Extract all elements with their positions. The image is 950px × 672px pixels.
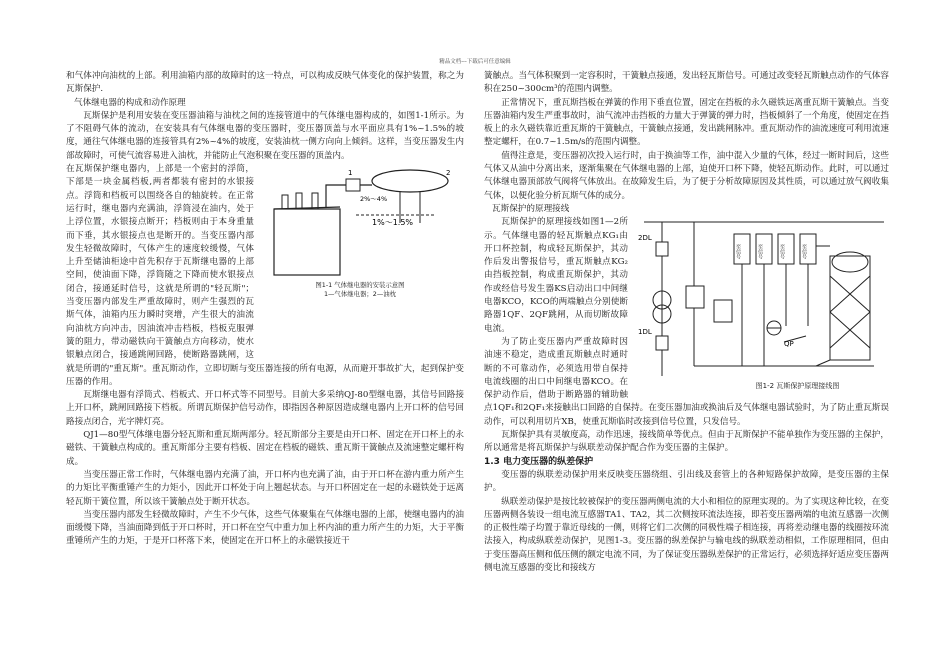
signal-box-label: 至信号 (779, 244, 785, 260)
paragraph: 当变压器正常工作时，气体继电器内充满了油，开口杯内也充满了油，由于开口杯在游内重力所产生的力矩比平衡重锤产生的力矩小，因此开口杯处于向上翘起状态。与开口杯固定在一起的永磁铁处于远离轻瓦斯干簧位置，所以该干簧触点处于断开状态。 (66, 469, 464, 507)
paragraph: 正常情况下，重瓦斯挡板在弹簧的作用下垂直位置，固定在挡板的永久磁铁远离重瓦斯干簧触点。当变压器油箱内发生严重事故时，油气流冲击挡板的力量大于弹簧的弹力时，挡板倾斜了一个角度，使固定在挡板上的永久磁铁靠近重瓦斯的干簧触点，干簧触点接通，发出跳闸脉冲。重瓦斯动作的油流速度可利用流速整定螺杆，在0.7~1.5m/s的范围内调整。 (484, 97, 889, 148)
paragraph: 为了防止变压器内严重故障时因油速不稳定，造成重瓦斯触点时通时断的不可靠动作，必须选用带自保持电流线圈的出口中间继电器KCO。在保护动作后，借助于断路器的辅助触点1QF₁和2QF₁来接触出口回路的自保持。在变压器加油或换油后及气体继电器试验时，为了防止重瓦斯误动作，可以利用切片XB，使重瓦斯临时改接到信号位置，只发信号。 (484, 336, 889, 427)
right-column (484, 70, 889, 575)
paragraph: 簧触点。当气体积聚到一定容积时，干簧触点接通，发出轻瓦斯信号。可通过改变轻瓦斯触点动作的气体容积在250~300cm³的范围内调整。 (484, 71, 889, 95)
paragraph: QJ1—80型气体继电器分轻瓦斯和重瓦斯两部分。轻瓦斯部分主要是由开口杯、固定在开口杯上的永磁铁、干簧触点构成的。重瓦斯部分主要有档板、固定在档板的磁铁、重瓦斯干簧触点及流速整定螺杆构成。 (66, 430, 464, 467)
paragraph: 瓦斯保护的原理接线如图1—2所示。气体继电器的轻瓦斯触点KG₁由开口杯控制，构成轻瓦斯保护，其动作后发出警报信号，重瓦斯触点KG₂由挡板控制，构成重瓦斯保护，其动作或经信号发生器KS启动出口中间继电器KCO，KCO的两端触点分别使断路器1QF、2QF跳闸，从而切断故障电流。 (484, 217, 628, 334)
wiring-diagram (634, 216, 889, 381)
caption-line: 图1-1 气体继电器的安装示意图 (315, 281, 405, 290)
subsection-heading: 瓦斯保护的原理接线 (492, 203, 570, 214)
signal-box-label: 至信号 (757, 244, 763, 260)
left-column (66, 70, 464, 549)
figure1-caption (270, 281, 450, 299)
paragraph: 和气体冲向油枕的上部。利用油箱内部的故障时的这一特点，可以构成反映气体变化的保护装置，称之为瓦斯保护. (66, 71, 464, 95)
label-1dl: 1DL (638, 328, 652, 337)
figure2-caption: 图1-2 瓦斯保护原理接线图 (755, 382, 840, 391)
paragraph: 值得注意是，变压器初次投入运行时，由于换油等工作，油中混入少量的气体，经过一断时间后，这些气体又从油中分离出来，逐渐集聚在气体继电器的上部，迫使开口杯下降，使轻瓦斯动作。此时，可以通过气体继电器顶部放气阀将气体放出。在故障发生后，为了便于分析故障原因及其性质，可以通过放气阀收集气体，以便化验分析瓦斯气体的成分。 (484, 150, 889, 201)
signal-box-label: 至信号 (801, 244, 807, 260)
caption-line: 1—气体继电器；2—油枕 (323, 290, 397, 299)
paragraph: 瓦斯保护具有灵敏度高，动作迅速，接线简单等优点。但由于瓦斯保护不能单独作为变压器的主保护，所以通常是将瓦斯保护与纵联差动保护配合作为变压器的主保护。 (484, 430, 889, 454)
slope-label-2: 2%～4% (360, 195, 388, 204)
label-qp: QP (784, 340, 794, 349)
figure-gas-protection-wiring (634, 216, 889, 398)
paragraph: 瓦斯继电器有浮筒式、档板式、开口杯式等不同型号。目前大多采纳QJ-80型继电器，其信号回路接上开口杯，跳闸回路接下档板。所谓瓦斯保护信号动作，即指因各种原因造成继电器内上开口杯的信号回路接点闭合，光字牌灯亮。 (66, 390, 464, 427)
paragraph: 瓦斯保护是利用安装在变压器油箱与油枕之间的连接管道中的气体继电器构成的，如图1-1所示。为了不阻碍气体的流动，在安装具有气体继电器的变压器时，变压器顶盖与水平面应具有1%~1.5%的坡度，通往气体继电器的连接管具有2%~4%的坡度，安装油枕一侧方向向上倾斜。这样，当变压器发生内部故障时，可使气流容易进入油枕，并能防止气泡积聚在变压器的顶盖内。 (66, 110, 464, 161)
figure-gas-relay-installation (260, 163, 460, 348)
paragraph: 纵联差动保护是按比较被保护的变压器两侧电流的大小和相位的原理实现的。为了实现这种比较，在变压器两侧各装设一组电流互感器TA1、TA2，其二次侧按环流法连接，即若变压器两端的电流互感器一次侧的正极性端子均置于靠近母线的一侧，则将它们二次侧的同极性端子相连接，再将差动继电器的线圈按环流法接入，构成纵联差动保护，见图1-3。变压器的纵差保护与输电线的纵联差动相似，工作原理相同，但由于变压器高压侧和低压侧的额定电流不同，为了保证变压器纵差保护的正常运行，必须选择好适应变压器两侧电流互感器的变比和接线方 (484, 496, 889, 573)
page-header: 精品文档---下载后可任意编辑 (439, 59, 511, 65)
section-title: 1.3 电力变压器的纵差保护 (484, 456, 594, 467)
label-1: 1 (348, 169, 353, 178)
label-2: 2 (446, 169, 451, 178)
subsection-heading: 气体继电器的构成和动作原理 (74, 97, 186, 108)
signal-box-label: 至信号 (735, 244, 741, 260)
gas-relay-diagram (260, 163, 460, 283)
paragraph: 变压器的纵联差动保护用来反映变压器绕组、引出线及套管上的各种短路保护故障，是变压器的主保护。 (484, 469, 889, 494)
paragraph: 当变压器内部发生轻微故障时，产生不少气体，这些气体聚集在气体继电器的上部，使继电器内的油面缓慢下降，当油面降到低于开口杯时，开口杯在空气中重力加上杯内油的重力所产生的力矩，大于平衡重锤所产生的力矩，于是开口杯落下来，使固定在开口杯上的永磁铁接近干 (66, 509, 464, 547)
slope-label-1: 1%～1.5% (372, 218, 414, 228)
label-2dl: 2DL (638, 234, 652, 243)
paragraph: 在瓦斯保护继电器内，上部是一个密封的浮筒，下部是一块金属档板,两者都装有密封的水银接点。浮筒和档板可以围绕各自的轴旋转。在正常运行时，继电器内充满油，浮筒浸在油内，处于上浮位置，水银接点断开；档板则由于本身重量而下垂，其水银接点也是断开的。当变压器内部发生轻微故障时，气体产生的速度较缓慢，气体上升至储油柜途中首先积存于瓦斯继电器的上部空间，使油面下降，浮筒随之下降而使水银接点闭合，接通延时信号，这就是所谓的"轻瓦斯"；当变压器内部发生严重故障时，则产生强烈的瓦斯气体，油箱内压力瞬时突增，产生很大的油流向油枕方向冲击，因油流冲击档板，档板克服弹簧的阻力，带动磁铁向干簧触点方向移动，使水银触点闭合，接通跳闸回路，使断路器跳闸，这就是所谓的"重瓦斯"。重瓦斯动作，立即切断与变压器连接的所有电源，从而避开事故扩大，起到保护变压器的作用。 (66, 164, 464, 387)
